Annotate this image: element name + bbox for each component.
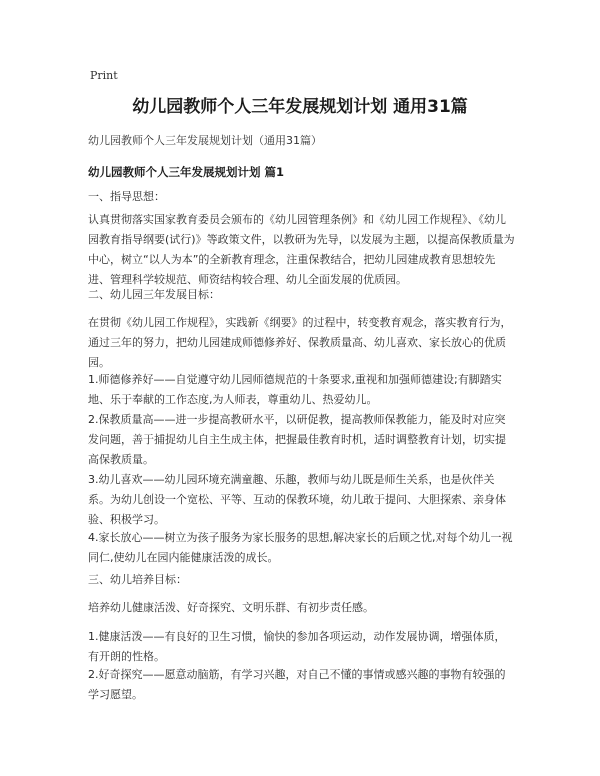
document-subtitle: 幼儿园教师个人三年发展规划计划（通用31篇） (88, 134, 322, 147)
train-item: 2.好奇探究——愿意动脑筋，有学习兴趣，对自己不懂的事情或感兴趣的事物有较强的学习愿望。 (88, 668, 506, 701)
goal-item: 1.师德修养好——自觉遵守幼儿园师德规范的十条要求,重视和加强师德建设;有脚踏实地、乐于奉献的工作态度,为人师表，尊重幼儿、热爱幼儿。 (88, 373, 502, 406)
guide-paragraph: 认真贯彻落实国家教育委员会颁布的《幼儿园管理条例》和《幼儿园工作规程》、《幼儿园教育指导纲要(试行)》等政策文件，以教研为先导，以发展为主题，以提高保教质量为中心，树立“以人为本”的全新教育理念，注重保教结合，把幼儿园建成教育思想较先进、管理科学较规范、师资结构较合理、幼儿全面发展的优质园。 (88, 213, 515, 286)
page-title: 幼儿园教师个人三年发展规划计划 通用31篇 (132, 97, 468, 117)
print-link[interactable]: Print (90, 69, 118, 82)
goal-item: 2.保教质量高——进一步提高教研水平，以研促教，提高教师保教能力，能及时对应突发问题，善于捕捉幼儿自主生成主体，把握最佳教育时机，适时调整教育计划，切实提高保教质量。 (88, 413, 506, 466)
goal-paragraph: 在贯彻《幼儿园工作规程》，实践新《纲要》的过程中，转变教育观念，落实教育行为，通过三年的努力，把幼儿园建成师德修养好、保教质量高、幼儿喜欢、家长放心的优质园。 (88, 316, 512, 369)
goal-heading: 二、幼儿园三年发展目标： (88, 288, 220, 301)
train-item: 1.健康活泼——有良好的卫生习惯，愉快的参加各项运动，动作发展协调，增强体质，有开朗的性格。 (88, 630, 506, 663)
guide-heading: 一、指导思想： (88, 190, 165, 203)
goal-item: 3.幼儿喜欢——幼儿园环境充满童趣、乐趣，教师与幼儿既是师生关系，也是伙伴关系。为幼儿创设一个宽松、平等、互动的保教环境，幼儿敢于提问、大胆探索、亲身体验、积极学习。 (88, 473, 506, 526)
train-heading: 三、幼儿培养目标： (88, 573, 187, 586)
train-paragraph: 培养幼儿健康活泼、好奇探究、文明乐群、有初步责任感。 (88, 601, 374, 614)
goal-item: 4.家长放心——树立为孩子服务为家长服务的思想,解决家长的后顾之忧,对每个幼儿一视同仁,使幼儿在园内能健康活泼的成长。 (88, 531, 513, 564)
section-heading: 幼儿园教师个人三年发展规划计划 篇1 (88, 165, 285, 179)
